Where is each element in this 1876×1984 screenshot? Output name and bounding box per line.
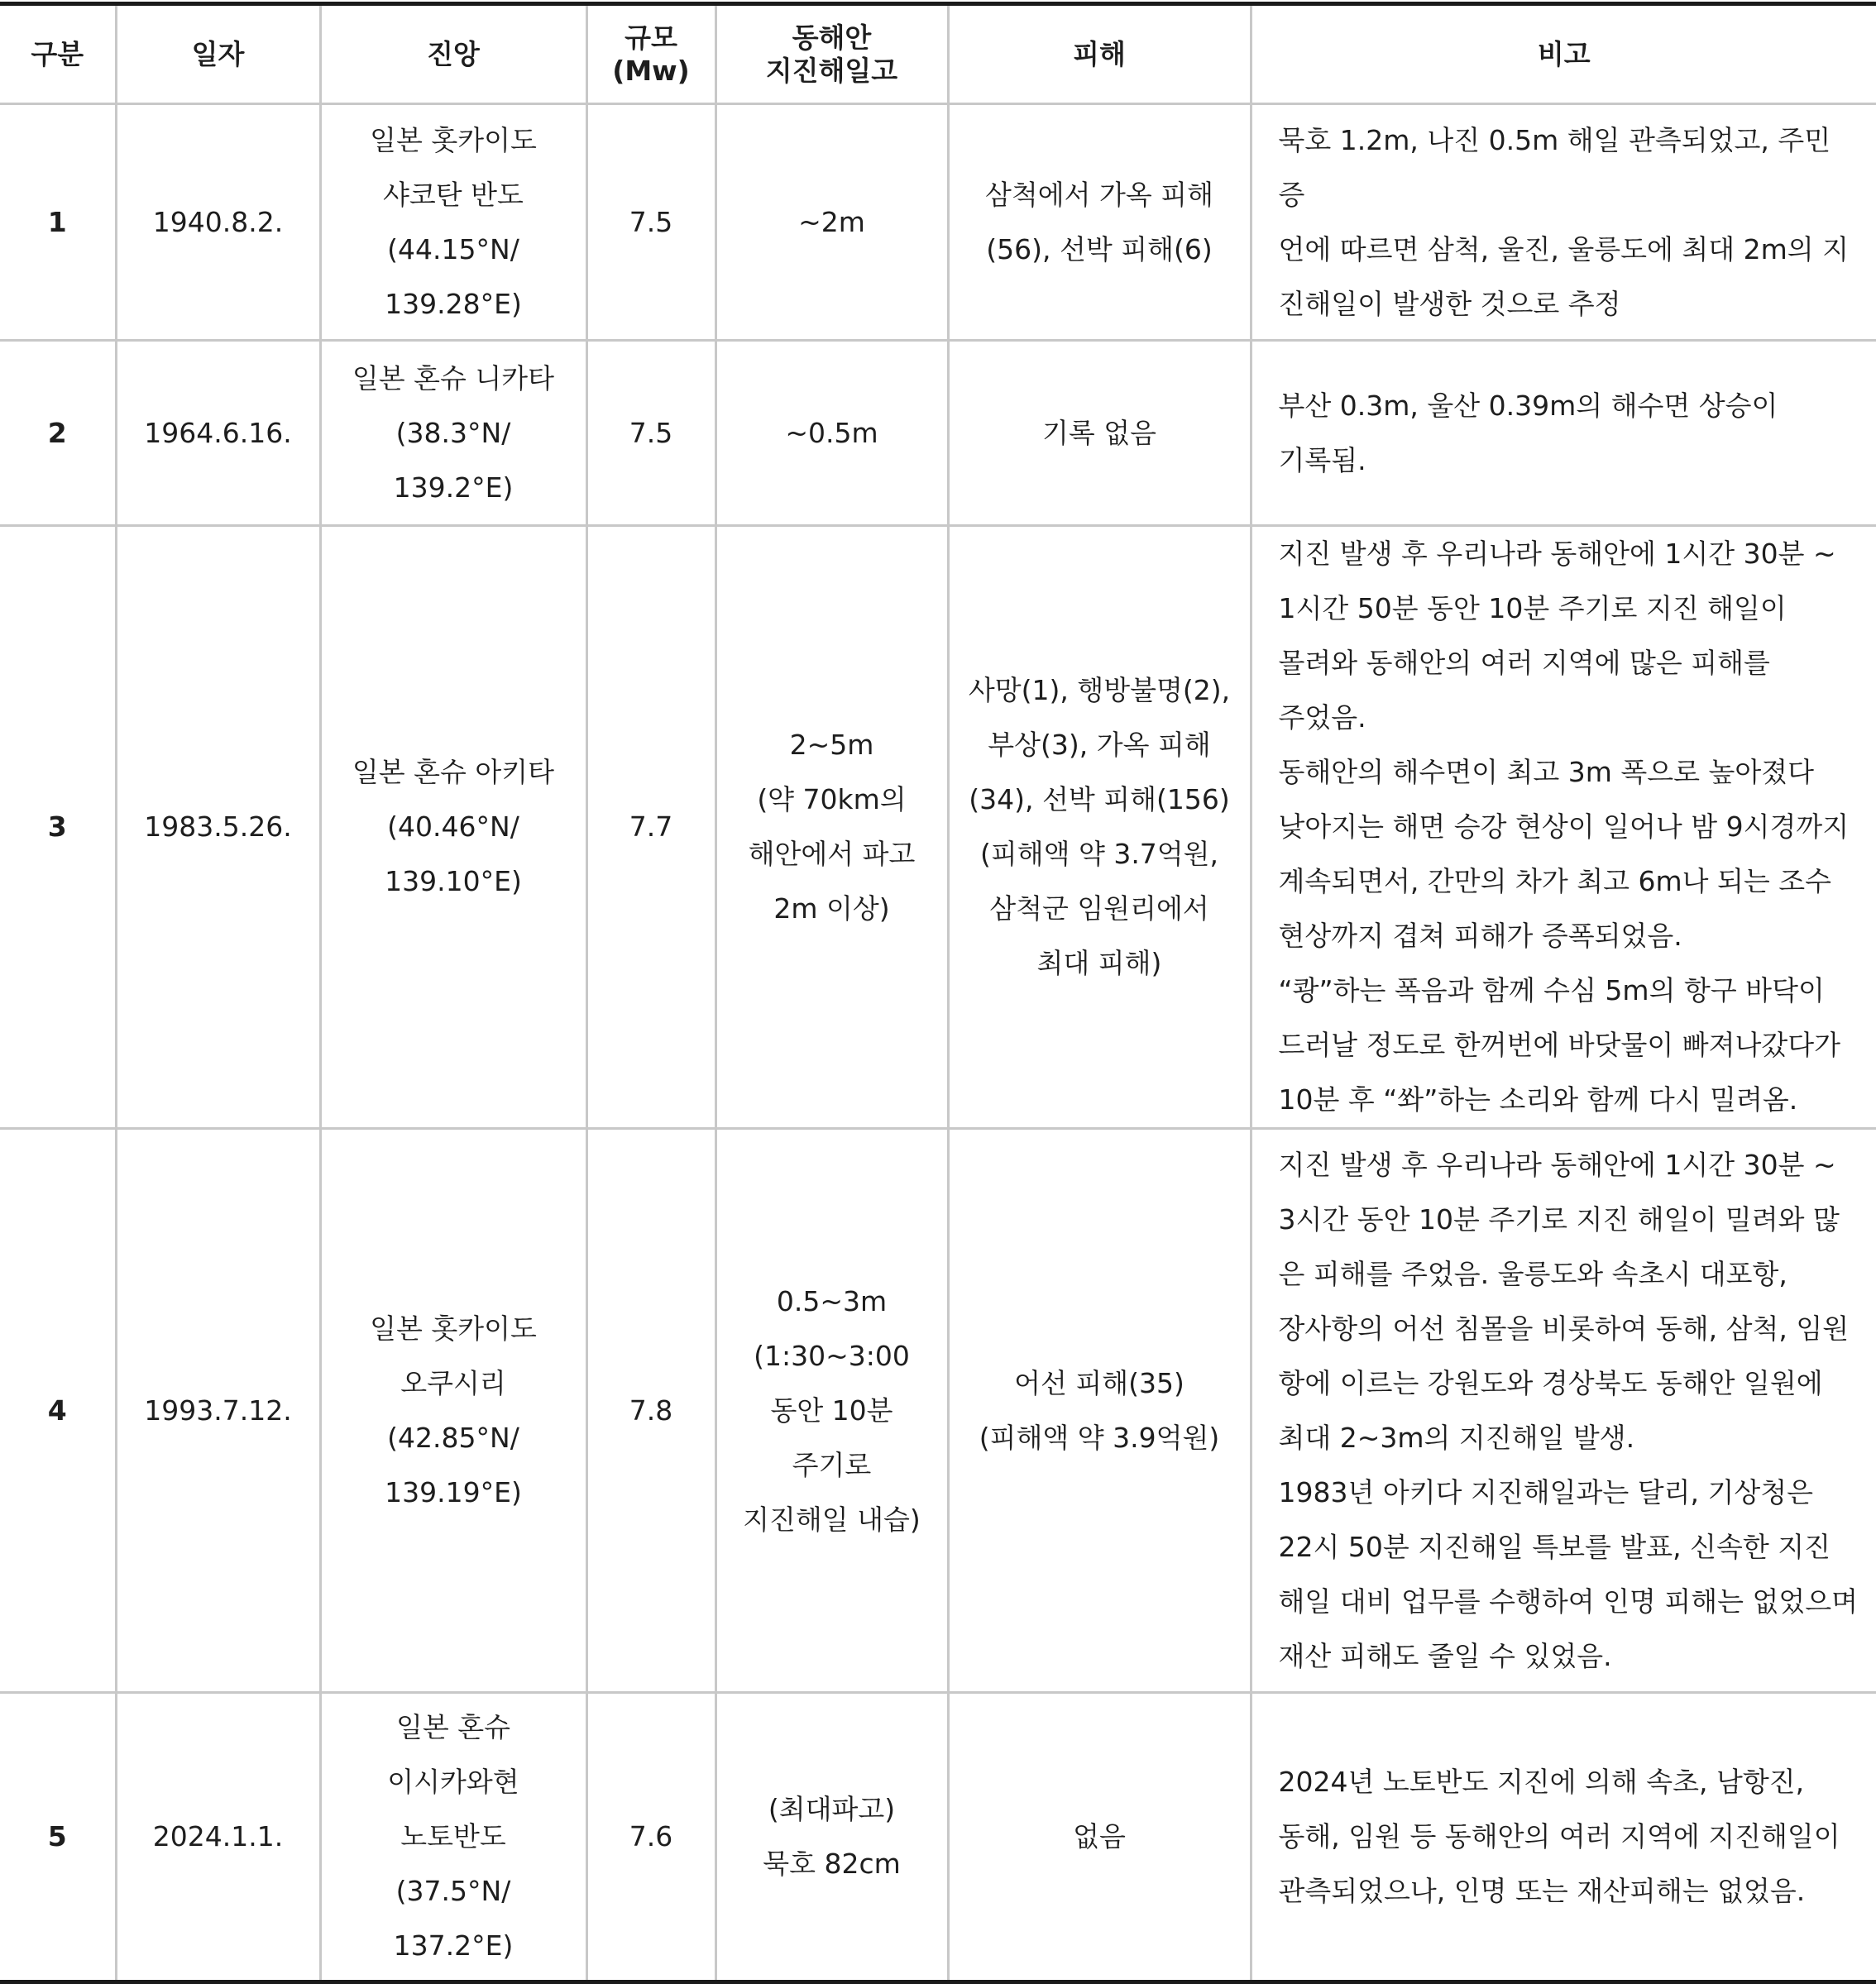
cell-tsunami-height: ~0.5m bbox=[715, 341, 948, 526]
cell-tsunami-height: ~2m bbox=[715, 104, 948, 341]
cell-tsunami-height: (최대파고) 묵호 82cm bbox=[715, 1693, 948, 1982]
cell-no: 5 bbox=[0, 1693, 116, 1982]
cell-damage: 삼척에서 가옥 피해 (56), 선박 피해(6) bbox=[948, 104, 1251, 341]
header-cell-damage: 피해 bbox=[948, 4, 1251, 104]
cell-note: 부산 0.3m, 울산 0.39m의 해수면 상승이 기록됨. bbox=[1251, 341, 1876, 526]
header-cell-note: 비고 bbox=[1251, 4, 1876, 104]
cell-note: 지진 발생 후 우리나라 동해안에 1시간 30분 ~ 1시간 50분 동안 10분 주기로 지진 해일이 몰려와 동해안의 여러 지역에 많은 피해를 주었음. 동해안의 해수면이 최고 3m 폭으로 높아졌다 낮아지는 해면 승강 현상이 일어나 밤 9시경까지 계속되면서, 간만의 차가 최고 6m나 되는 조수 현상까지 겹쳐 피해가 증폭되었음. “쾅”하는 폭음과 함께 수심 5m의 항구 바닥이 드러날 정도로 한꺼번에 바닷물이 빠져나갔다가 10분 후 “쏴”하는 소리와 함께 다시 밀려옴. bbox=[1251, 526, 1876, 1129]
header-cell-tsunami-height: 동해안 지진해일고 bbox=[715, 4, 948, 104]
cell-magnitude: 7.6 bbox=[586, 1693, 715, 1982]
cell-no: 3 bbox=[0, 526, 116, 1129]
header-cell-date: 일자 bbox=[116, 4, 320, 104]
cell-damage: 기록 없음 bbox=[948, 341, 1251, 526]
tsunami-history-table bbox=[0, 2, 1876, 1984]
cell-magnitude: 7.5 bbox=[586, 104, 715, 341]
table-row bbox=[0, 341, 1876, 526]
cell-note: 묵호 1.2m, 나진 0.5m 해일 관측되었고, 주민 증 언에 따르면 삼척, 울진, 울릉도에 최대 2m의 지 진해일이 발생한 것으로 추정 bbox=[1251, 104, 1876, 341]
cell-date: 1964.6.16. bbox=[116, 341, 320, 526]
cell-epicenter: 일본 혼슈 아키타 (40.46°N/ 139.10°E) bbox=[320, 526, 586, 1129]
table-row bbox=[0, 1129, 1876, 1693]
cell-date: 1993.7.12. bbox=[116, 1129, 320, 1693]
header-cell-epicenter: 진앙 bbox=[320, 4, 586, 104]
cell-date: 1940.8.2. bbox=[116, 104, 320, 341]
header-row bbox=[0, 4, 1876, 104]
cell-epicenter: 일본 혼슈 니카타 (38.3°N/ 139.2°E) bbox=[320, 341, 586, 526]
cell-magnitude: 7.5 bbox=[586, 341, 715, 526]
cell-tsunami-height: 2~5m (약 70km의 해안에서 파고 2m 이상) bbox=[715, 526, 948, 1129]
cell-epicenter: 일본 혼슈 이시카와현 노토반도 (37.5°N/ 137.2°E) bbox=[320, 1693, 586, 1982]
header-cell-magnitude: 규모 (Mw) bbox=[586, 4, 715, 104]
cell-no: 4 bbox=[0, 1129, 116, 1693]
header-cell-no: 구분 bbox=[0, 4, 116, 104]
table-row bbox=[0, 526, 1876, 1129]
cell-no: 1 bbox=[0, 104, 116, 341]
cell-note: 2024년 노토반도 지진에 의해 속초, 남항진, 동해, 임원 등 동해안의 여러 지역에 지진해일이 관측되었으나, 인명 또는 재산피해는 없었음. bbox=[1251, 1693, 1876, 1982]
cell-tsunami-height: 0.5~3m (1:30~3:00 동안 10분 주기로 지진해일 내습) bbox=[715, 1129, 948, 1693]
cell-date: 1983.5.26. bbox=[116, 526, 320, 1129]
cell-magnitude: 7.7 bbox=[586, 526, 715, 1129]
cell-date: 2024.1.1. bbox=[116, 1693, 320, 1982]
cell-epicenter: 일본 홋카이도 샤코탄 반도 (44.15°N/ 139.28°E) bbox=[320, 104, 586, 341]
cell-epicenter: 일본 홋카이도 오쿠시리 (42.85°N/ 139.19°E) bbox=[320, 1129, 586, 1693]
cell-damage: 사망(1), 행방불명(2), 부상(3), 가옥 피해 (34), 선박 피해(156) (피해액 약 3.7억원, 삼척군 임원리에서 최대 피해) bbox=[948, 526, 1251, 1129]
table-row bbox=[0, 104, 1876, 341]
cell-no: 2 bbox=[0, 341, 116, 526]
cell-damage: 없음 bbox=[948, 1693, 1251, 1982]
table-row bbox=[0, 1693, 1876, 1982]
cell-magnitude: 7.8 bbox=[586, 1129, 715, 1693]
cell-damage: 어선 피해(35) (피해액 약 3.9억원) bbox=[948, 1129, 1251, 1693]
cell-note: 지진 발생 후 우리나라 동해안에 1시간 30분 ~ 3시간 동안 10분 주기로 지진 해일이 밀려와 많 은 피해를 주었음. 울릉도와 속초시 대포항, 장사항의 어선 침몰을 비롯하여 동해, 삼척, 임원 항에 이르는 강원도와 경상북도 동해안 일원에 최대 2~3m의 지진해일 발생. 1983년 아키다 지진해일과는 달리, 기상청은 22시 50분 지진해일 특보를 발표, 신속한 지진 해일 대비 업무를 수행하여 인명 피해는 없었으며 재산 피해도 줄일 수 있었음. bbox=[1251, 1129, 1876, 1693]
